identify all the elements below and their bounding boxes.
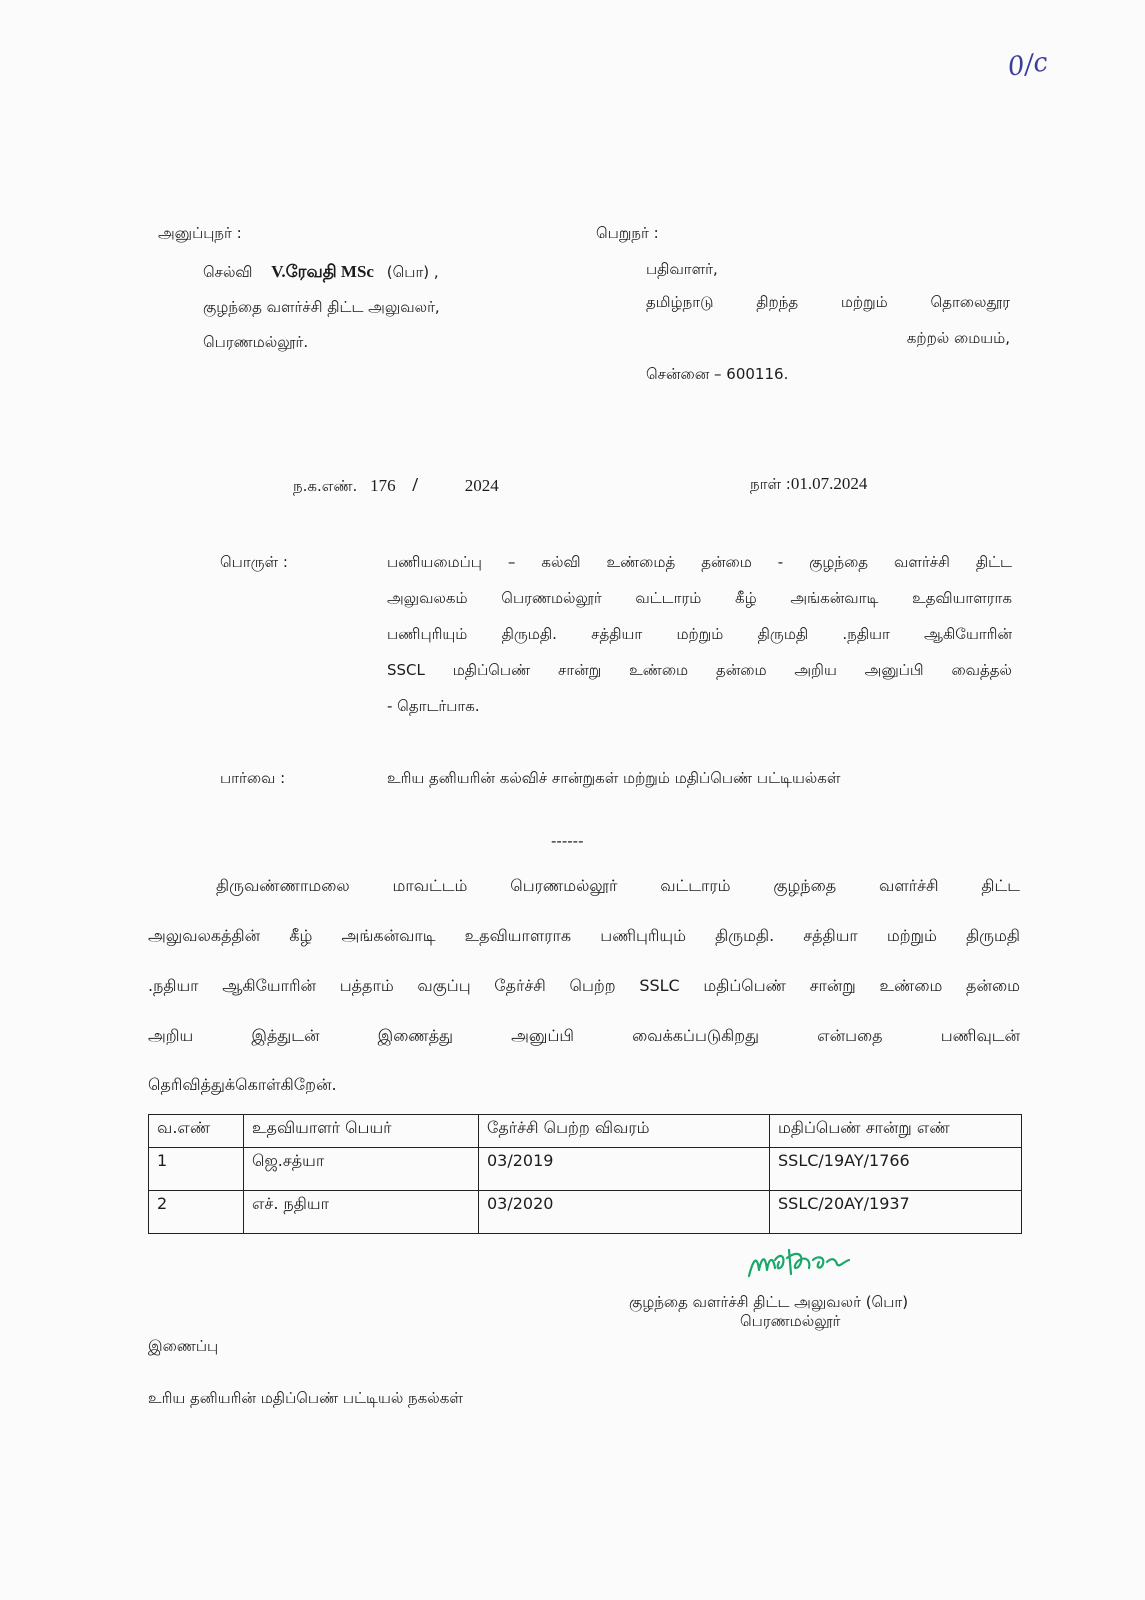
- table-header-cell: மதிப்பெண் சான்று எண்: [770, 1115, 1022, 1148]
- sender-heading: அனுப்புநர் :: [158, 224, 242, 242]
- body-line: திருவண்ணாமலை மாவட்டம் பெரணமல்லூர் வட்டாரம் குழந்தை வளர்ச்சி திட்ட: [216, 876, 1020, 895]
- sender-designation: குழந்தை வளர்ச்சி திட்ட அலுவலர்,: [203, 298, 440, 316]
- table-cell: எச். நதியா: [244, 1191, 479, 1234]
- sender-place: பெரணமல்லூர்.: [203, 333, 309, 351]
- table-row: [149, 1191, 1022, 1234]
- sender-name-suffix: (பொ) ,: [386, 263, 439, 281]
- date-line: [750, 474, 867, 495]
- body-line: தெரிவித்துக்கொள்கிறேன்.: [148, 1075, 337, 1094]
- reference-year: 2024: [464, 476, 499, 495]
- certificate-table: [148, 1114, 1022, 1234]
- table-cell: 2: [149, 1191, 244, 1234]
- table-header-cell: வ.எண்: [149, 1115, 244, 1148]
- table-header-cell: உதவியாளர் பெயர்: [244, 1115, 479, 1148]
- table-cell: SSLC/20AY/1937: [770, 1191, 1022, 1234]
- sender-name: V.ரேவதி MSc: [271, 262, 374, 281]
- reference-slash: /: [412, 474, 418, 496]
- corner-handwritten-mark: 0/c: [1006, 47, 1050, 83]
- body-line: .நதியா ஆகியோரின் பத்தாம் வகுப்பு தேர்ச்சி பெற்ற SSLC மதிப்பெண் சான்று உண்மை தன்மை: [148, 976, 1020, 995]
- table-header-row: [149, 1115, 1022, 1148]
- sender-name-line: [203, 262, 439, 284]
- enclosure-text: உரிய தனியரின் மதிப்பெண் பட்டியல் நகல்கள்: [148, 1389, 463, 1407]
- table-cell: ஜெ.சத்யா: [244, 1148, 479, 1191]
- subject-line: பணிபுரியும் திருமதி. சத்தியா மற்றும் திருமதி .நதியா ஆகியோரின்: [387, 625, 1012, 643]
- signature-place: பெரணமல்லூர்: [740, 1312, 841, 1330]
- enclosure-heading: இணைப்பு: [148, 1337, 219, 1355]
- table-header-cell: தேர்ச்சி பெற்ற விவரம்: [479, 1115, 770, 1148]
- receiver-title: பதிவாளர்,: [646, 260, 718, 278]
- separator: ------: [551, 832, 584, 850]
- signature-mark: [745, 1240, 865, 1290]
- signature-designation: குழந்தை வளர்ச்சி திட்ட அலுவலர் (பொ): [629, 1293, 909, 1311]
- receiver-heading: பெறுநர் :: [596, 224, 659, 242]
- body-line: அறிய இத்துடன் இணைத்து அனுப்பி வைக்கப்படுகிறது என்பதை பணிவுடன்: [148, 1026, 1020, 1045]
- subject-line: - தொடர்பாக.: [387, 697, 480, 715]
- reference-number-line: [293, 474, 499, 497]
- receiver-org-line1: தமிழ்நாடு திறந்த மற்றும் தொலைதூர: [646, 293, 1010, 311]
- date-label: நாள் :: [750, 475, 791, 493]
- reference-label: ந.க.எண்.: [293, 477, 358, 495]
- table-cell: 03/2019: [479, 1148, 770, 1191]
- subject-label: பொருள் :: [220, 553, 288, 571]
- reference-doc-label: பார்வை :: [220, 769, 286, 787]
- table-cell: SSLC/19AY/1766: [770, 1148, 1022, 1191]
- subject-line: பணியமைப்பு – கல்வி உண்மைத் தன்மை - குழந்தை வளர்ச்சி திட்ட: [387, 553, 1012, 571]
- subject-line: SSCL மதிப்பெண் சான்று உண்மை தன்மை அறிய அனுப்பி வைத்தல்: [387, 661, 1012, 679]
- reference-doc-text: உரிய தனியரின் கல்விச் சான்றுகள் மற்றும் மதிப்பெண் பட்டியல்கள்: [387, 769, 841, 787]
- receiver-org-line2: கற்றல் மையம்,: [906, 329, 1010, 347]
- receiver-city: சென்னை – 600116.: [646, 365, 789, 383]
- body-line: அலுவலகத்தின் கீழ் அங்கன்வாடி உதவியாளராக பணிபுரியும் திருமதி. சத்தியா மற்றும் திருமதி: [148, 926, 1020, 945]
- subject-line: அலுவலகம் பெரணமல்லூர் வட்டாரம் கீழ் அங்கன்வாடி உதவியாளராக: [387, 589, 1012, 607]
- table-row: [149, 1148, 1022, 1191]
- reference-number: 176: [370, 476, 396, 495]
- table-cell: 03/2020: [479, 1191, 770, 1234]
- date-value: 01.07.2024: [790, 474, 868, 493]
- sender-name-prefix: செல்வி: [203, 263, 253, 281]
- table-cell: 1: [149, 1148, 244, 1191]
